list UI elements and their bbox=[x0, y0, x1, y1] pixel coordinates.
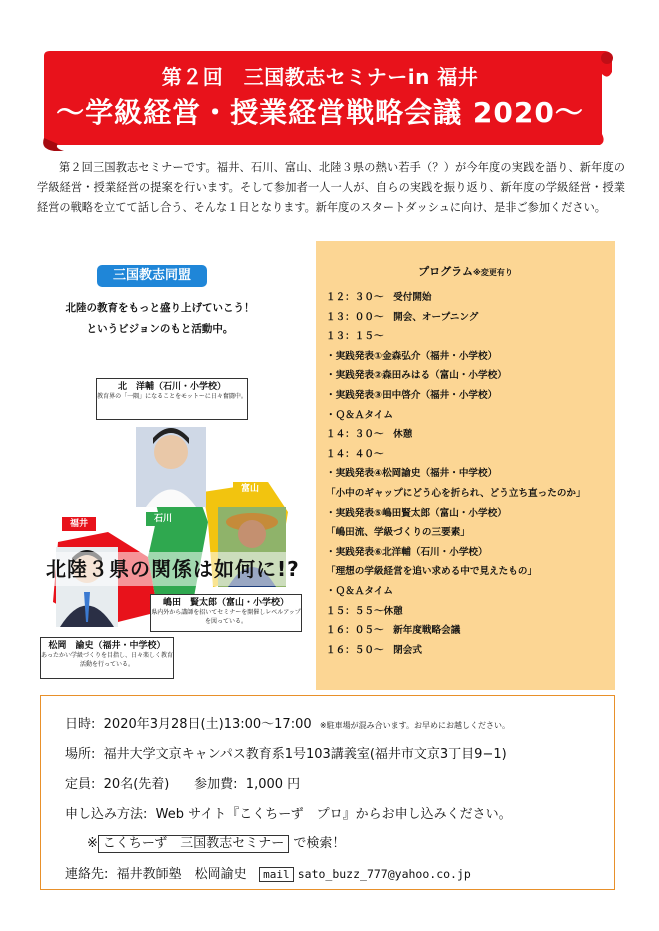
capacity-value: 20名(先着) bbox=[103, 777, 170, 792]
mail-label: mail bbox=[259, 867, 294, 882]
title-line1: 第２回 三国教志セミナーin 福井 bbox=[161, 65, 479, 89]
profile-name: 嶋田 賢太郎（富山・小学校） bbox=[162, 598, 289, 608]
program-item: ・実践発表⑥北洋輔（石川・小学校） bbox=[326, 546, 488, 558]
program-item: １２：３０～ 受付開始 bbox=[326, 292, 432, 303]
info-apply bbox=[65, 803, 512, 822]
program-item: １３：１５～ bbox=[326, 331, 384, 343]
program-list bbox=[326, 288, 586, 660]
region-tag-ishikawa: 石川 bbox=[146, 512, 180, 526]
slogan-line1: 北陸の教育をもっと盛り上げていこう！ bbox=[65, 302, 255, 314]
program-item: １６：５０～ 閉会式 bbox=[326, 644, 422, 656]
program-item: ・実践発表①金森弘介（福井・小学校） bbox=[326, 350, 498, 362]
program-item: １４：４０～ bbox=[326, 448, 384, 460]
program-item: ・実践発表③田中啓介（福井・小学校） bbox=[326, 389, 498, 401]
date-note: ※駐車場が混み合います。お早めにお越しください。 bbox=[319, 721, 510, 730]
capacity-label: 定員: bbox=[65, 777, 96, 792]
fee-label: 参加費: bbox=[194, 777, 238, 792]
program-title bbox=[316, 263, 615, 279]
search-suffix: で検索！ bbox=[293, 836, 346, 851]
alliance-slogan bbox=[40, 298, 280, 340]
intro-text: 第２回三国教志セミナーです。福井、石川、富山、北陸３県の熱い若手（？）が今年度の実践を語り、新年度の学級経営・授業経営の提案を行います。そして参加者一人一人が、自らの実践を振り返り、新年度の学級経営・授業経営の戦略を立てて話し合う、そんな１日となります。新年度のスタートダッシュに向け、是非ご参加ください。 bbox=[37, 161, 625, 214]
profile-desc: 教育界の「一隅」になることをモットーに日々奮闘中。 bbox=[97, 393, 247, 400]
info-search bbox=[87, 832, 345, 853]
program-panel bbox=[316, 241, 615, 690]
info-capacity bbox=[65, 773, 300, 792]
info-date bbox=[65, 713, 510, 732]
region-tag-fukui: 福井 bbox=[62, 517, 96, 531]
date-value: 2020年3月28日(土)13:00～17:00 bbox=[103, 717, 312, 732]
contact-value: 福井教師塾 松岡諭史 bbox=[116, 867, 247, 882]
photo-collage bbox=[38, 372, 313, 682]
contact-label: 連絡先: bbox=[65, 867, 109, 882]
program-item: １５：５５～休憩 bbox=[326, 605, 403, 617]
profile-card-matsuoka bbox=[40, 637, 174, 679]
profile-desc: あったかい学級づくりを目指し、日々楽しく教育活動を行っている。 bbox=[41, 652, 173, 668]
program-item: １４：３０～ 休憩 bbox=[326, 429, 413, 441]
profile-desc: 県内外から講師を招いてセミナーを開催しレベルアップを図っている。 bbox=[151, 609, 301, 625]
program-item: ・実践発表②森田みはる（富山・小学校） bbox=[326, 370, 507, 382]
collage-banner-text: 北陸３県の関係は如何に!? bbox=[46, 557, 300, 581]
program-title-note: ※変更有り bbox=[473, 268, 513, 277]
program-item: １３：００～ 開会、オープニング bbox=[326, 311, 479, 323]
date-label: 日時: bbox=[65, 717, 96, 732]
info-place bbox=[65, 743, 507, 762]
fee-value: 1,000 円 bbox=[245, 777, 301, 792]
program-item: ・実践発表④松岡諭史（福井・中学校） bbox=[326, 468, 498, 480]
region-tag-toyama: 富山 bbox=[233, 482, 267, 496]
apply-value: Web サイト『こくちーず プロ』からお申し込みください。 bbox=[155, 807, 512, 822]
title-line2: ～学級経営・授業経営戦略会議 2020～ bbox=[56, 96, 584, 129]
profile-card-kita bbox=[96, 378, 248, 420]
program-title-text: プログラム bbox=[418, 265, 474, 278]
apply-label: 申し込み方法: bbox=[65, 807, 148, 822]
event-info-box bbox=[40, 695, 615, 890]
program-item: ・Ｑ＆Ａタイム bbox=[326, 585, 393, 597]
profile-name: 北 洋輔（石川・小学校） bbox=[117, 382, 226, 392]
profile-card-shimada bbox=[150, 594, 302, 632]
alliance-badge: 三国教志同盟 bbox=[97, 265, 207, 287]
search-keyword-box: こくちーず 三国教志セミナー bbox=[98, 835, 289, 853]
program-item: １６：０５～ 新年度戦略会議 bbox=[326, 625, 461, 637]
slogan-line2: というビジョンのもと活動中。 bbox=[86, 323, 234, 335]
program-item: 「嶋田流、学級づくりの三要素」 bbox=[326, 527, 470, 539]
program-item: 「理想の学級経営を追い求める中で見えたもの」 bbox=[326, 566, 538, 578]
profile-name: 松岡 諭史（福井・中学校） bbox=[48, 641, 166, 651]
mail-address[interactable]: sato_buzz_777@yahoo.co.jp bbox=[297, 867, 471, 881]
info-contact bbox=[65, 863, 471, 882]
place-label: 場所: bbox=[65, 747, 96, 762]
place-value: 福井大学文京キャンパス教育系1号103講義室(福井市文京3丁目9−1) bbox=[103, 747, 507, 762]
program-item: 「小中のギャップにどう心を折られ、どう立ち直ったのか」 bbox=[326, 487, 586, 499]
program-item: ・Ｑ＆Ａタイム bbox=[326, 409, 393, 421]
program-item: ・実践発表⑤嶋田賢太郎（富山・小学校） bbox=[326, 507, 507, 519]
search-prefix: ※ bbox=[87, 836, 98, 851]
